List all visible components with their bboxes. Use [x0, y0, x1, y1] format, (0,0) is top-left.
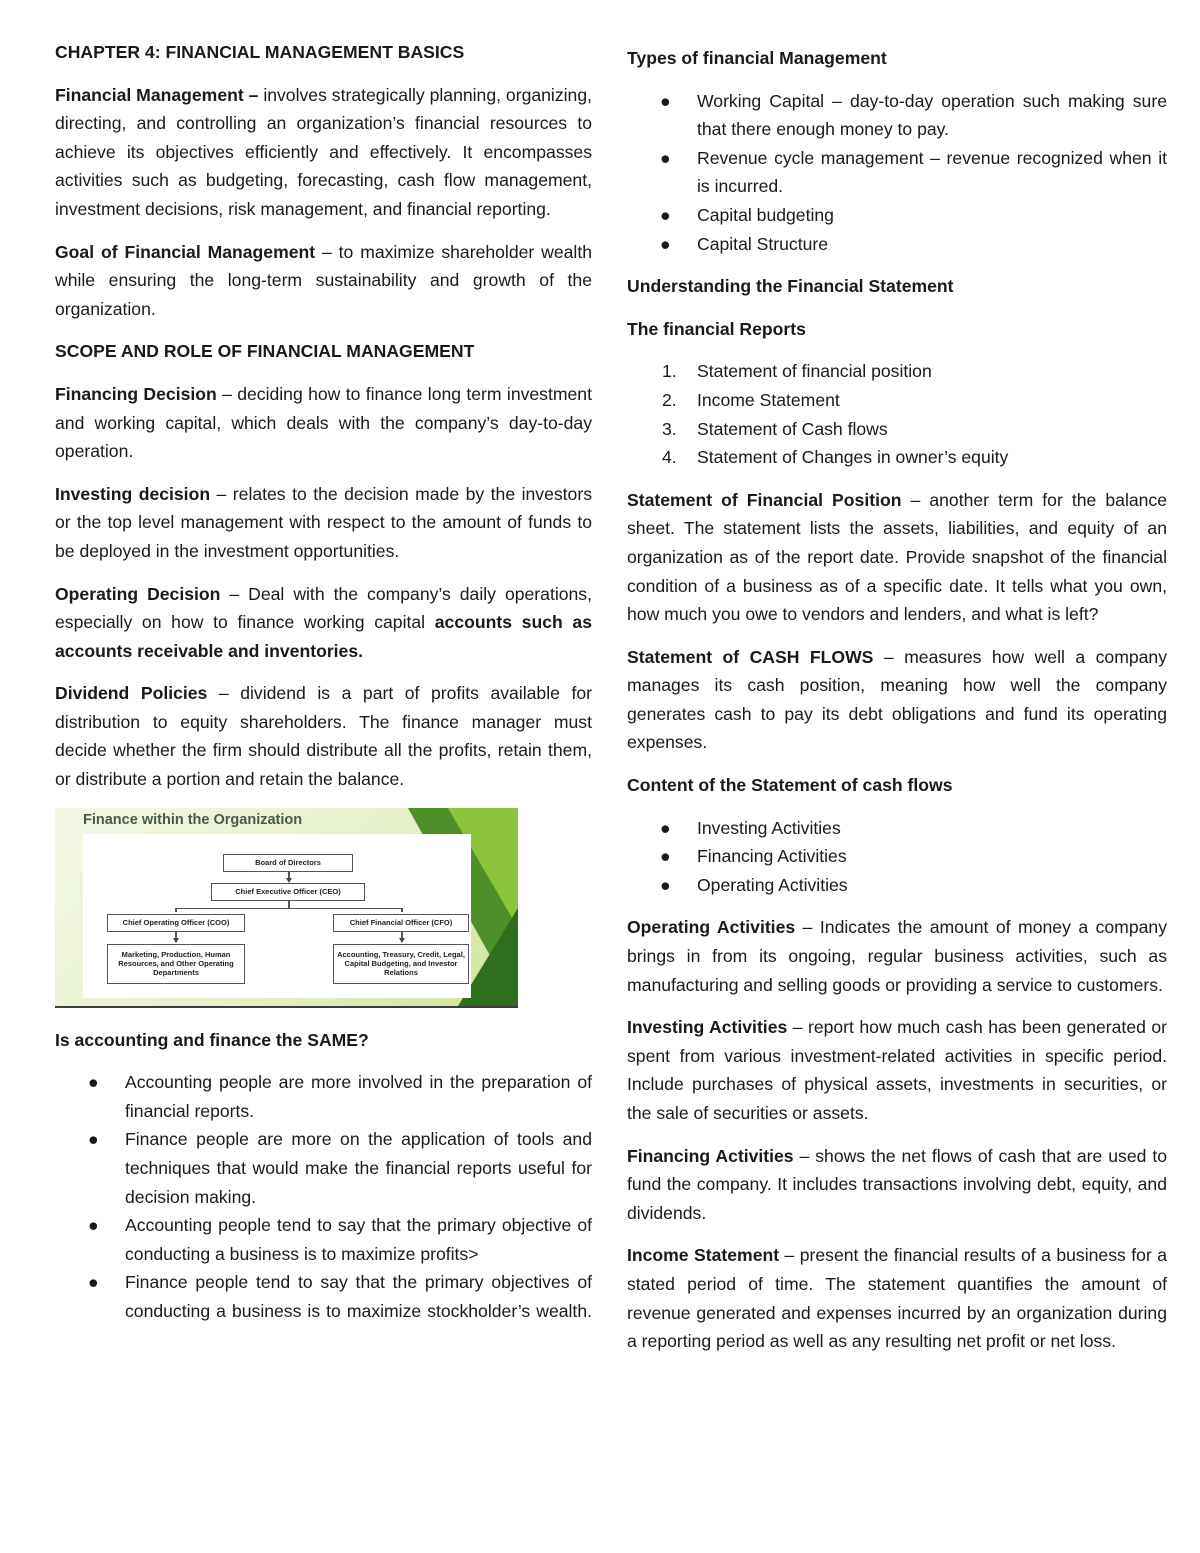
operating-activities-paragraph — [627, 913, 1167, 999]
scf-paragraph — [627, 643, 1167, 757]
opact-term: Operating Activities — [627, 917, 796, 938]
investing-decision-paragraph — [55, 480, 592, 566]
list-item: ● Capital Structure — [627, 230, 1167, 259]
scf-definition: – measures how well a company manages its cash position, meaning how well the company generates cash to pay its debt obligations and fund its operating expenses. — [627, 646, 1168, 753]
reports-list — [627, 357, 1167, 471]
bullet-icon: ● — [660, 204, 671, 225]
finact-definition: – shows the net flows of cash that are used to fund the company. It includes transactions involving debt, equity, and dividends. — [627, 1145, 1167, 1223]
financing-decision-paragraph — [55, 380, 592, 466]
list-item: ● Finance people are more on the application of tools and techniques that would make the financial reports useful for decision making. — [55, 1125, 592, 1211]
sfp-definition: – another term for the balance sheet. The statement lists the assets, liabilities, and equity of an organization as of the report date. Provide snapshot of the financial condition of a business as of a specific date. It tells what you own, how much you owe to vendors and lenders, and what is left? — [627, 489, 1168, 625]
bullet-icon: ● — [660, 846, 671, 867]
bullet-icon: ● — [88, 1272, 99, 1293]
bullet-icon: ● — [660, 817, 671, 838]
goal-term: Goal of Financial Management — [55, 241, 316, 262]
financing-activities-paragraph — [627, 1142, 1167, 1228]
scf-term: Statement of CASH FLOWS — [627, 646, 874, 667]
same-heading: Is accounting and finance the SAME? — [55, 1029, 369, 1050]
list-item: ● Revenue cycle management – revenue recognized when it is incurred. — [627, 144, 1167, 201]
list-item: 2. Income Statement — [662, 389, 840, 410]
list-item: 4. Statement of Changes in owner’s equity — [662, 447, 1009, 468]
cfo-box: Chief Financial Officer (CFO) — [333, 914, 469, 932]
list-item: ● Working Capital – day-to-day operation such making sure that there enough money to pay. — [627, 87, 1167, 144]
income-statement-paragraph — [627, 1241, 1167, 1355]
bullet-icon: ● — [88, 1129, 99, 1150]
coo-departments-box: Marketing, Production, Human Resources, and Other Operating Departments — [107, 944, 245, 984]
coo-box: Chief Operating Officer (COO) — [107, 914, 245, 932]
bullet-icon: ● — [660, 874, 671, 895]
fm-term: Financial Management – — [55, 84, 259, 105]
list-item: ● Investing Activities — [627, 814, 1167, 843]
financial-management-paragraph — [55, 81, 592, 224]
invact-definition: – report how much cash has been generated or spent from various investment-related activities in specific period. Include purchases of physical assets, investments in securities, or the sale of securities or assets. — [627, 1017, 1167, 1123]
investing-activities-paragraph — [627, 1013, 1167, 1127]
list-item: ● Capital budgeting — [627, 201, 1167, 230]
bullet-icon: ● — [660, 233, 671, 254]
bullet-icon: ● — [660, 90, 671, 111]
operating-bold-tail: accounts such as accounts receivable and inventories. — [55, 612, 592, 661]
bullet-icon: ● — [88, 1072, 99, 1093]
list-item: ● Operating Activities — [627, 871, 1167, 900]
types-list — [627, 87, 1167, 259]
financing-term: Financing Decision — [55, 383, 217, 404]
understanding-heading: Understanding the Financial Statement — [627, 276, 954, 297]
dividend-policies-paragraph — [55, 679, 592, 793]
list-item: ● Accounting people are more involved in the preparation of financial reports. — [55, 1068, 592, 1125]
org-chart-image — [55, 808, 518, 1008]
sfp-paragraph — [627, 486, 1167, 629]
content-heading: Content of the Statement of cash flows — [627, 775, 953, 796]
types-heading: Types of financial Management — [627, 48, 887, 68]
invact-term: Investing Activities — [627, 1017, 788, 1038]
dividend-definition: – dividend is a part of profits available for distribution to equity shareholders. The finance manager must decide whether the firm should distribute all the profits, retain them, or distribute a portion and retain the balance. — [55, 683, 592, 790]
fm-definition: involves strategically planning, organizing, directing, and controlling an organization’s financial resources to achieve its objectives efficiently and effectively. It encompasses activities such as budgeting, forecasting, cash flow management, investment decisions, risk management, and financial reporting. — [55, 84, 592, 219]
chapter-title: CHAPTER 4: FINANCIAL MANAGEMENT BASICS — [55, 42, 465, 62]
finact-term: Financing Activities — [627, 1145, 794, 1166]
connector — [175, 908, 177, 912]
dividend-term: Dividend Policies — [55, 683, 208, 704]
content-list — [627, 814, 1167, 900]
scope-heading: SCOPE AND ROLE OF FINANCIAL MANAGEMENT — [55, 341, 475, 362]
ceo-box: Chief Executive Officer (CEO) — [211, 883, 365, 901]
left-column — [55, 38, 592, 1340]
operating-term: Operating Decision — [55, 583, 221, 604]
list-item: 1. Statement of financial position — [662, 361, 932, 382]
connector — [401, 908, 403, 912]
is-definition: – present the financial results of a business for a stated period of time. The statement quantifies the amount of revenue generated and expenses incurred by an organization during a reporting period as well as any resulting net profit or net loss. — [627, 1245, 1167, 1352]
right-column — [627, 44, 1167, 1370]
list-item: ● Financing Activities — [627, 842, 1167, 871]
goal-definition: – to maximize shareholder wealth while ensuring the long-term sustainability and growth of the organization. — [55, 241, 592, 319]
bullet-icon: ● — [660, 147, 671, 168]
investing-definition: – relates to the decision made by the investors or the top level management with respect to the amount of funds to be deployed in the investment opportunities. — [55, 483, 592, 561]
operating-definition: – Deal with the company’s daily operations, especially on how to finance working capital — [55, 583, 592, 633]
investing-term: Investing decision — [55, 483, 211, 504]
accounting-vs-finance-list — [55, 1068, 592, 1325]
cfo-departments-box: Accounting, Treasury, Credit, Legal, Capital Budgeting, and Investor Relations — [333, 944, 469, 984]
opact-definition: – Indicates the amount of money a company brings in from its ongoing, regular business activities, such as manufacturing and selling goods or providing a service to customers. — [627, 917, 1167, 995]
financing-definition: – deciding how to finance long term investment and working capital, which deals with the company’s day-to-day operation. — [55, 383, 592, 462]
reports-heading: The financial Reports — [627, 318, 806, 339]
operating-decision-paragraph — [55, 580, 592, 666]
org-chart-title: Finance within the Organization — [83, 811, 303, 828]
is-term: Income Statement — [627, 1245, 780, 1266]
sfp-term: Statement of Financial Position — [627, 489, 902, 510]
org-chart-panel — [83, 834, 471, 998]
goal-paragraph — [55, 238, 592, 324]
board-box: Board of Directors — [223, 854, 353, 872]
connector — [175, 908, 401, 910]
arrow-icon — [399, 938, 405, 943]
arrow-icon — [173, 938, 179, 943]
bullet-icon: ● — [88, 1215, 99, 1236]
list-item: ● Accounting people tend to say that the primary objective of conducting a business is to maximize profits> — [55, 1211, 592, 1268]
list-item: 3. Statement of Cash flows — [662, 418, 888, 439]
list-item: ● Finance people tend to say that the primary objectives of conducting a business is to maximize stockholder’s wealth. — [55, 1268, 592, 1325]
